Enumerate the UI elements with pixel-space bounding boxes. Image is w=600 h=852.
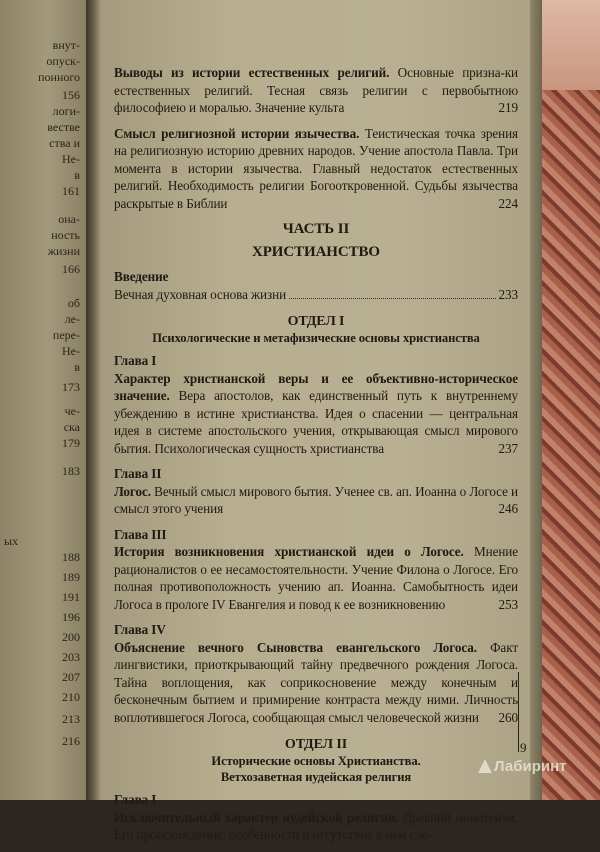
chapter-label: Глава I — [114, 353, 157, 368]
left-page-line: 210 — [62, 690, 80, 704]
entry-text: Мнение рационалистов о ее несамостоятельности. Учение Филона о Логосе. Его полная противоположность учению ап. Иоанна. Самобытность идеи Логоса в прологе IV Евангелия и повод к ее возникновению — [114, 544, 519, 612]
dot-leader — [289, 298, 495, 299]
entry-title: Логос. — [114, 483, 151, 499]
intro-heading: Введение — [114, 269, 169, 284]
left-page-line: 196 — [62, 610, 80, 624]
chapter-label: Глава III — [114, 526, 167, 542]
chapter-list — [114, 352, 518, 726]
left-page-line: Не- — [62, 152, 80, 166]
left-page-line: 191 — [62, 590, 80, 604]
left-page-line: ска — [63, 420, 80, 434]
left-page-line: ых — [4, 534, 19, 548]
intro-text: Вечная духовная основа жизни — [114, 286, 287, 302]
section-subtitle: Психологические и метафизические основы христианства — [152, 331, 480, 345]
left-page-line: она- — [58, 212, 80, 226]
left-page-line: опуск- — [46, 54, 80, 68]
chapter-label: Глава II — [114, 466, 162, 481]
left-page — [0, 0, 86, 800]
entry-text: Основные призна-ки естественных религий. Тесная связь религии с первобытною философиею и моралью. Значение культа — [114, 65, 518, 115]
left-page-line: Не- — [62, 344, 80, 358]
entry-title: История возникновения христианской идеи о Логосе. — [114, 544, 464, 559]
page-number: 237 — [498, 440, 518, 456]
page-number: 246 — [498, 501, 518, 516]
left-page-line: 156 — [62, 88, 80, 102]
left-page-line: вестве — [47, 120, 80, 134]
left-page-line: 188 — [62, 550, 80, 564]
left-page-line: 161 — [62, 184, 80, 198]
page-edges — [530, 0, 542, 800]
entry-title: Выводы из истории естественных религий. — [114, 65, 390, 80]
page-number: 224 — [498, 195, 518, 211]
table-of-contents — [114, 64, 518, 852]
left-page-line: че- — [64, 404, 80, 418]
part-number: ЧАСТЬ II — [282, 221, 350, 237]
page-number: 219 — [498, 100, 518, 115]
toc-entry — [114, 809, 518, 844]
chapter-label: Глава IV — [114, 622, 166, 637]
entry-title: Смысл религиозной истории язычества. — [114, 125, 360, 141]
left-page-line: 166 — [62, 262, 80, 276]
left-page-line: 179 — [62, 436, 80, 450]
page-number: 233 — [498, 286, 518, 302]
entry-text: Вечный смысл мирового бытия. Ученее св. ап. Иоанна о Логосе и смысл этого учения — [114, 483, 518, 516]
left-page-line: 183 — [62, 464, 80, 478]
watermark-text: Лабиринт — [494, 758, 567, 775]
section-subtitle: Ветхозаветная иудейская религия — [220, 770, 412, 784]
left-page-line: понного — [38, 70, 80, 84]
vertical-rule — [518, 672, 519, 752]
watermark — [478, 758, 567, 775]
chapter-label: Глава I — [114, 792, 157, 807]
left-page-line: об — [67, 296, 80, 310]
entry-text: Факт лингвистики, приоткрывающий тайну предвечного рождения Логоса. Тайна воплощения, как соприкосновение между конечным и бесконечным бытием и примирение контраста между ними. Личность воплотившегося Логоса, сообщающая смысл человеческой жизни — [114, 639, 518, 725]
entry-title: Исключительный характер иудейской религии. — [114, 809, 399, 825]
left-page-line: ле- — [64, 312, 80, 326]
book-gutter — [86, 0, 100, 800]
page-number: 260 — [498, 709, 518, 725]
left-page-line: в — [74, 168, 80, 182]
section-subtitle: Исторические основы Христианства. — [211, 754, 421, 768]
part-title: ХРИСТИАНСТВО — [252, 244, 380, 260]
left-page-line: 189 — [62, 570, 80, 584]
toc-entry — [114, 370, 518, 458]
section-number: ОТДЕЛ II — [284, 737, 348, 752]
left-page-line: ства и — [49, 136, 80, 150]
left-page-line: внут- — [52, 38, 80, 52]
toc-entry — [114, 543, 518, 613]
toc-line — [114, 286, 518, 304]
folio-number: 9 — [520, 740, 527, 755]
toc-entry — [114, 639, 518, 727]
entry-text: Вера апостолов, как единственный путь к внутреннему убеждению в истине христианства. Идея о спасении — центральная идея в системе апостольского учения, открывающая смысл мирового бытия. Психологическая сущность христианства — [114, 388, 518, 456]
background-light — [542, 0, 600, 90]
toc-entry — [114, 483, 518, 518]
left-page-line: жизни — [47, 244, 80, 258]
background-texture — [542, 0, 600, 800]
left-page-line: 203 — [62, 650, 80, 664]
left-page-line: 207 — [62, 670, 80, 684]
left-page-line: ность — [51, 228, 80, 242]
left-page-line: 213 — [62, 712, 80, 726]
labyrinth-logo-icon — [478, 759, 492, 773]
entry-text: Теистическая точка зрения на религиозную историю древних народов. Учение апостола Павла. Три момента в истории язычества. Главный недостаток естественных религий. Необходимость религии Богооткровенной. Судьбы язычества раскрытые в Библии — [114, 125, 518, 211]
entry-text: Древний монотеизм. Его происхождение, особенности и отсутствие в нем сле- — [114, 809, 518, 842]
entry-title: Объяснение вечного Сыновства евангельского Логоса. — [114, 639, 477, 655]
section-number: ОТДЕЛ I — [287, 314, 345, 329]
left-page-line: 173 — [62, 380, 80, 394]
left-page-line: логи- — [52, 104, 80, 118]
toc-entry — [114, 125, 518, 213]
book-page — [100, 0, 530, 842]
left-page-line: 216 — [62, 734, 80, 748]
left-page-line: 200 — [62, 630, 80, 644]
toc-entry — [114, 64, 518, 117]
left-page-line: пере- — [52, 328, 80, 342]
left-page-line: в — [74, 360, 80, 374]
entry-title: Характер христианской веры и ее объективно-историческое значение. — [114, 370, 518, 403]
page-number: 253 — [498, 596, 518, 612]
